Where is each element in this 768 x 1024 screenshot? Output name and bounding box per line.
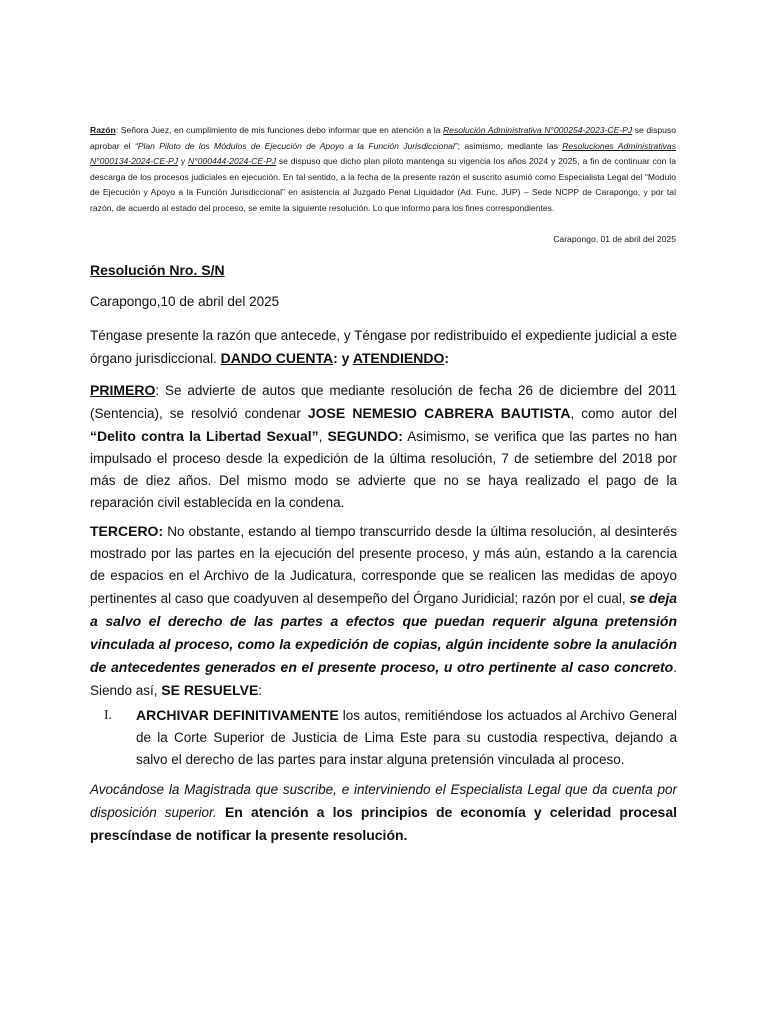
se-resuelve: SE RESUELVE	[161, 682, 259, 698]
primero-text: : Se advierte de autos que mediante resolución de fecha 26 de diciembre del 2011 (Sentencia), se resolvió condenar	[90, 383, 677, 421]
razon-text: ; asimismo, mediante las	[457, 140, 563, 151]
tercero-text: No obstante, estando al tiempo transcurrido desde la última resolución, al desinterés mostrado por las partes en la ejecución del presente proceso, y más aún, estando a la carencia de espacios en el Archivo de la Judicatura, corresponde que se realicen las medidas de apoyo pertinentes al caso que coadyuven al desempeño del Órgano Juridicial; razón por el cual,	[90, 524, 677, 606]
connector: : y	[333, 350, 353, 366]
crime-name: “Delito contra la Libertad Sexual”	[90, 428, 319, 444]
item-action: ARCHIVAR DEFINITIVAMENTE	[136, 707, 339, 723]
item-body	[136, 704, 677, 771]
primero-text: , como autor del	[570, 406, 677, 421]
razon-quote: “Plan Piloto de los Módulos de Ejecución de Apoyo a la Función Jurisdiccional”	[134, 140, 458, 151]
defendant-name: JOSE NEMESIO CABRERA BAUTISTA	[307, 405, 571, 421]
tercero-emphasis: se deja a salvo el derecho de las partes a efectos que puedan requerir alguna pretensión vinculada al proceso, como la expedición de copias, algún incidente sobre la anulación de antecedentes generados en el presente proceso, u otro pertinente al caso concreto	[90, 590, 677, 675]
razon-date: Carapongo, 01 de abril del 2025	[553, 234, 676, 244]
item-text: los autos, remitiéndose los actuados al Archivo General de la Corte Superior de Justicia de Lima Este para su custodia respectiva, dejando a salvo el derecho de las partes para instar alguna pretensión vinculada al proceso.	[136, 708, 678, 767]
segundo-label: SEGUNDO:	[327, 428, 403, 444]
closing-bold: En atención a los principios de economía y celeridad procesal prescíndase de notificar la presente resolución.	[90, 804, 677, 843]
razon-reference: Resolución Administrativa N°000254-2023-CE-PJ	[442, 125, 633, 135]
razon-reference: N°000444-2024-CE-PJ	[188, 156, 276, 167]
intro-text: Téngase presente la razón que antecede, y Téngase por redistribuido el expediente judicial a este órgano jurisdiccional.	[90, 328, 677, 366]
razon-reference: Resoluciones Administrativas N°000134-2024-CE-PJ	[90, 140, 676, 167]
item-number: I.	[104, 707, 112, 722]
primero-label: PRIMERO	[90, 382, 156, 398]
primero-paragraph	[90, 379, 677, 514]
connector: :	[444, 350, 450, 366]
segundo-text: Asimismo, se verifica que las partes no han impulsado el proceso desde la expedición de la última resolución, 7 de setiembre del 2018 por más de diez años. Del mismo modo se advierte que no se haya realizado el pago de la reparación civil establecida en la condena.	[90, 429, 677, 510]
tercero-label: TERCERO:	[90, 523, 164, 539]
razon-text: y	[178, 156, 188, 167]
resolution-item	[104, 704, 677, 771]
razon-paragraph	[90, 123, 676, 217]
razon-text: se dispuso que dicho plan piloto mantenga su vigencia los años 2024 y 2025, a fin de continuar con la descarga de los procesos judiciales en ejecución. En tal sentido, a la fecha de la presente razón el suscrito asumió como Especialista Legal del “Modulo de Ejecución y Apoyo a la Función Jurisdiccional” en asistencia al Juzgado Penal Liquidador (Ad. Func. JUP) – Sede NCPP de Carapongo, y por tal razón, de acuerdo al estado del proceso, se emite la siguiente resolución. Lo que informo para los fines correspondientes.	[90, 156, 676, 213]
separator: ,	[318, 429, 328, 444]
atendiendo: ATENDIENDO	[352, 350, 445, 366]
closing-paragraph	[90, 779, 677, 847]
resolution-title: Resolución Nro. S/N	[90, 262, 225, 278]
razon-label: Razón	[90, 125, 116, 135]
tercero-paragraph	[90, 520, 677, 702]
razon-text: se dispuso aprobar el	[90, 125, 677, 151]
closing-italic: Avocándose la Magistrada que suscribe, e interviniendo el Especialista Legal que da cuenta por disposición superior.	[90, 782, 677, 820]
resolution-date: Carapongo,10 de abril del 2025	[90, 294, 280, 309]
intro-paragraph	[90, 325, 677, 370]
tercero-text: . Siendo así,	[90, 660, 677, 698]
connector: :	[258, 683, 263, 698]
dando-cuenta: DANDO CUENTA	[220, 350, 334, 366]
razon-text: : Señora Juez, en cumplimiento de mis funciones debo informar que en atención a la	[115, 125, 443, 135]
